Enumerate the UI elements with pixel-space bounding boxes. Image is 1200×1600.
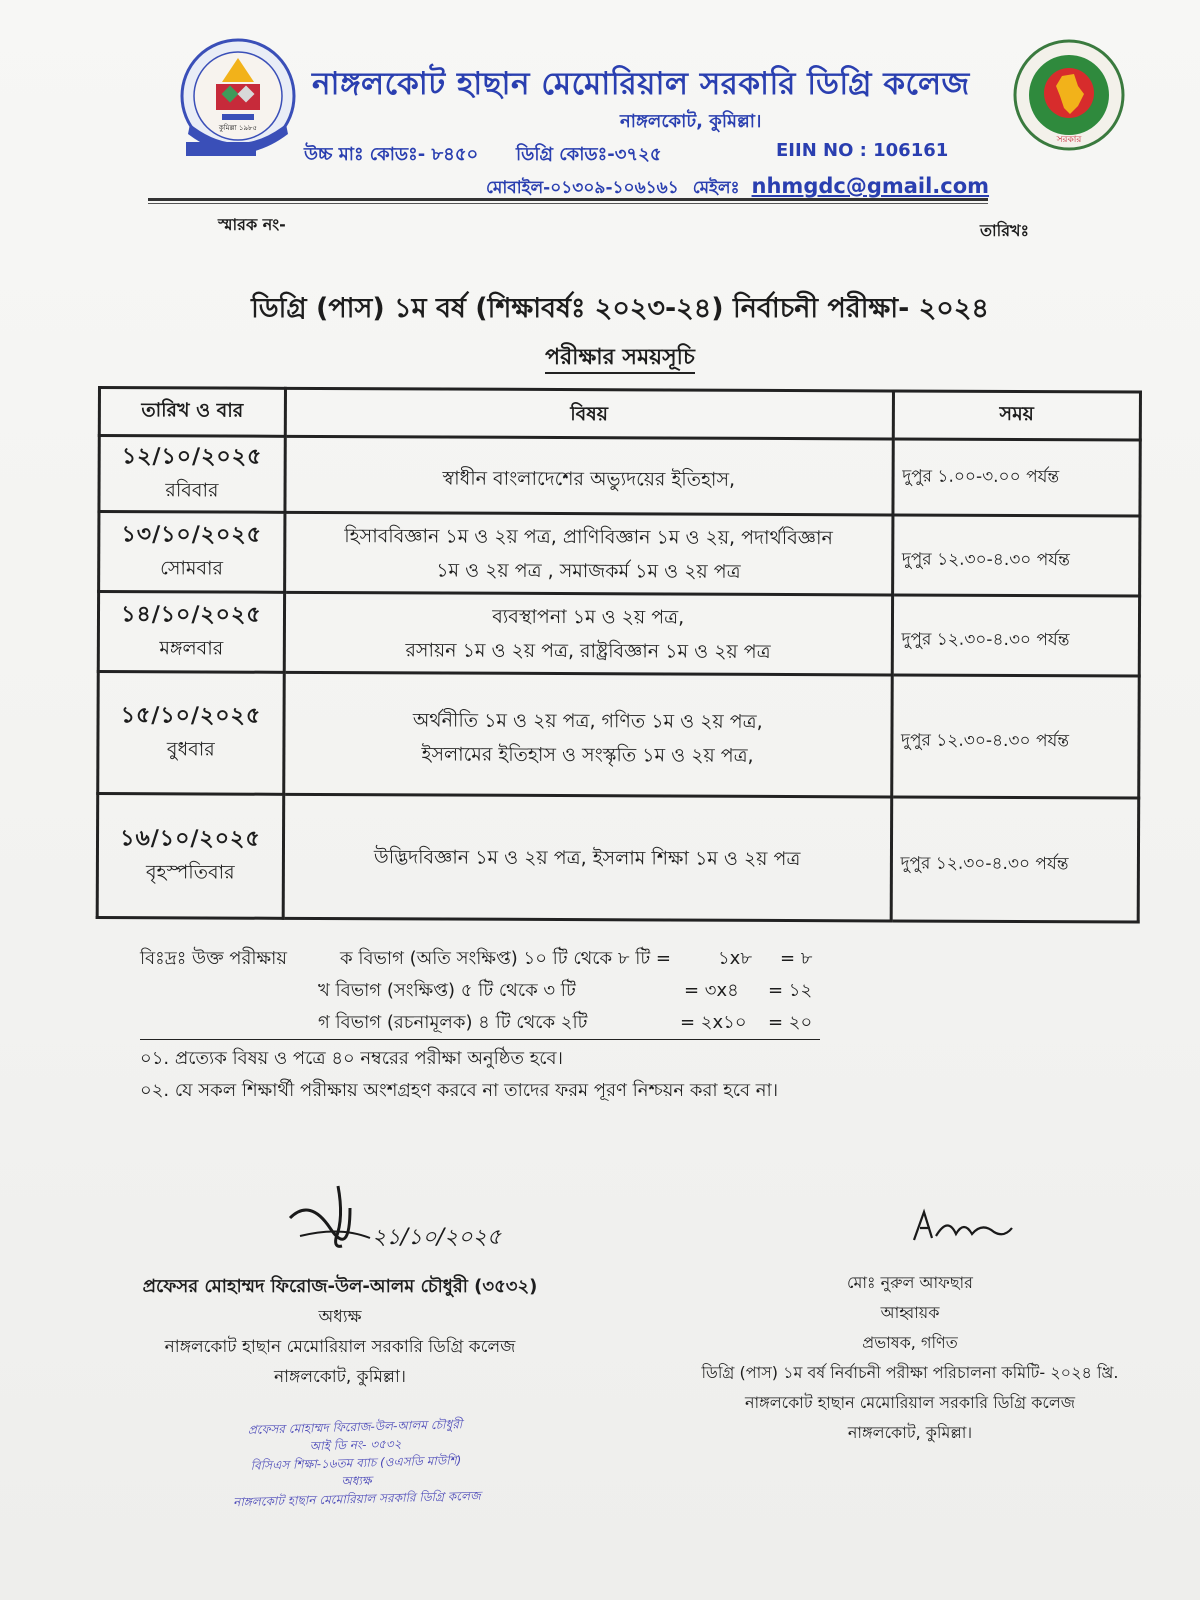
exam-date: ১৬/১০/২০২৫ [120,826,261,852]
note-calc: = ৩x৪ [684,980,739,1001]
subject-cell [284,592,892,675]
government-seal-icon [1012,38,1126,152]
email-address: nhmgdc@gmail.com [751,174,990,198]
principal-signature-date: ২১/১০/২০২৫ [372,1225,502,1250]
stamp-line: অধ্যক্ষ [341,1473,372,1489]
note-section: খ বিভাগ (সংক্ষিপ্ত) ৫ টি থেকে ৩ টি [318,980,576,1001]
college-name: নাঙ্গলকোট হাছান মেমোরিয়াল সরকারি ডিগ্রি কলেজ [312,66,970,102]
date-label: তারিখঃ [980,221,1030,240]
exam-day: মঙ্গলবার [159,637,224,660]
schedule-table [96,386,1142,924]
subject-line: ১ম ও ২য় পত্র , সমাজকর্ম ১ম ও ২য় পত্র [436,558,741,583]
date-cell [99,436,285,513]
subject-line: অর্থনীতি ১ম ও ২য় পত্র, গণিত ১ম ও ২য় পত্র, [412,708,763,733]
subject-cell [284,672,892,797]
exam-date: ১৩/১০/২০২৫ [121,522,263,548]
note-calc: = ২x১০ [680,1012,747,1033]
time-cell: দুপুর ১২.৩০-৪.৩০ পর্যন্ত [891,797,1139,922]
header-time: সময় [893,391,1141,440]
table-row [98,592,1139,677]
convener-college: নাঙ্গলকোট হাছান মেমোরিয়াল সরকারি ডিগ্রি কলেজ [744,1393,1076,1412]
note-calc: ১x৮ [718,948,753,969]
stamp-line: বিসিএস শিক্ষা-১৬তম ব্যাচ (ওএসডি মাউশি) [250,1453,462,1473]
exam-day: সোমবার [160,557,224,580]
principal-block [110,1272,570,1392]
instruction-line: ০২. যে সকল শিক্ষার্থী পরীক্ষায় অংশগ্রহণ করবে না তাদের ফরম পূরণ নিশ্চয়ন করা হবে না। [140,1080,779,1101]
subject-line: রসায়ন ১ম ও ২য় পত্র, রাষ্ট্রবিজ্ঞান ১ম ও ২য় পত্র [405,638,771,663]
convener-committee: ডিগ্রি (পাস) ১ম বর্ষ নির্বাচনী পরীক্ষা পরিচালনা কমিটি- ২০২৪ খ্রি. [701,1363,1119,1382]
stamp-line: আই ডি নং- ৩৫৩২ [309,1436,402,1454]
convener-designation: প্রভাষক, গণিত [862,1333,958,1352]
exam-subtitle [0,340,1200,377]
date-cell [98,672,284,795]
exam-day: বৃহস্পতিবার [145,861,235,884]
table-row [97,794,1139,923]
subject-line: ব্যবস্থাপনা ১ম ও ২য় পত্র, [492,605,685,629]
table-header-row [99,388,1140,441]
subject-cell [284,512,892,595]
header-date: তারিখ ও বার [99,388,285,437]
principal-name: প্রফেসর মোহাম্মদ ফিরোজ-উল-আলম চৌধুরী (৩৫৩২) [142,1276,538,1297]
degree-code: ডিগ্রি কোডঃ-৩৭২৫ [516,144,662,165]
convener-name: মোঃ নুরুল আফছার [847,1273,973,1292]
time-cell: দুপুর ১২.৩০-৪.৩০ পর্যন্ত [891,675,1139,798]
codes-row [304,140,1004,166]
principal-stamp [205,1414,507,1512]
college-place: নাঙ্গলকোট, কুমিল্লা। [620,111,762,132]
marks-distribution [140,944,1040,1040]
table-row [99,436,1140,517]
time-cell: দুপুর ১২.৩০-৪.৩০ পর্যন্ত [892,595,1140,676]
exam-title: ডিগ্রি (পাস) ১ম বর্ষ (শিক্ষাবর্ষঃ ২০২৩-২৪) নির্বাচনী পরীক্ষা- ২০২৪ [251,293,989,324]
header-rule [148,198,988,201]
note-section: গ বিভাগ (রচনামূলক) ৪ টি থেকে ২টি [318,1012,588,1033]
principal-college: নাঙ্গলকোট হাছান মেমোরিয়াল সরকারি ডিগ্রি কলেজ [164,1337,516,1357]
mail-label: মেইলঃ [692,178,740,198]
principal-place: নাঙ্গলকোট, কুমিল্লা। [273,1367,407,1387]
note-line [140,976,1040,1008]
subject-cell [283,794,891,921]
time-cell: দুপুর ১.০০-৩.০০ পর্যন্ত [893,439,1141,516]
time-cell: দুপুর ১২.৩০-৪.৩০ পর্যন্ত [892,515,1140,596]
table-row [98,672,1140,799]
date-cell [98,592,284,673]
date-cell [99,512,285,593]
header-rule-thin [148,203,988,204]
exam-date: ১২/১০/২০২৫ [121,444,263,470]
seal-caption: সরকার [1056,135,1082,145]
principal-signature-icon [280,1178,520,1258]
logo-left-caption: কুমিল্লা ১৯৮৫ [218,124,258,132]
mobile-number: মোবাইল-০১৩০৯-১০৬১৬১ [486,178,679,198]
exam-day: রবিবার [165,479,219,502]
note-result: = ৮ [780,948,813,969]
note-line [140,944,1040,976]
exam-date: ১৪/১০/২০২৫ [121,602,262,628]
note-line [140,1008,820,1040]
stamp-line: প্রফেসর মোহাম্মদ ফিরোজ-উল-আলম চৌধুরী [247,1417,463,1437]
note-section: ক বিভাগ (অতি সংক্ষিপ্ত) ১০ টি থেকে ৮ টি = [340,948,671,969]
header-subject: বিষয় [285,388,893,439]
hsc-code: উচ্চ মাঃ কোডঃ- ৮৪৫০ [304,144,479,165]
convener-role: আহ্বায়ক [880,1303,940,1322]
subject-line: স্বাধীন বাংলাদেশের অভ্যুদয়ের ইতিহাস, [442,467,736,491]
exam-date: ১৫/১০/২০২৫ [120,703,262,729]
convener-signature-icon [908,1206,1018,1246]
memo-label: স্মারক নং- [218,215,286,234]
subject-cell [285,436,893,515]
note-result: = ২০ [768,1012,813,1033]
date-cell [97,794,283,919]
table-row [99,512,1140,597]
exam-subtitle-text: পরীক্ষার সময়সূচি [545,345,695,374]
convener-place: নাঙ্গলকোট, কুমিল্লা। [847,1423,973,1442]
instruction-line: ০১. প্রত্যেক বিষয় ও পত্রে ৪০ নম্বরের পরীক্ষা অনুষ্ঠিত হবে। [140,1048,563,1069]
subject-line: ইসলামের ইতিহাস ও সংস্কৃতি ১ম ও ২য় পত্র, [421,742,754,767]
subject-line: উদ্ভিদবিজ্ঞান ১ম ও ২য় পত্র, ইসলাম শিক্ষা ১ম ও ২য় পত্র [373,845,801,870]
convener-block [700,1268,1120,1448]
note-result: = ১২ [768,980,813,1001]
eiin-number: EIIN NO : 106161 [776,140,949,161]
subject-line: হিসাববিজ্ঞান ১ম ও ২য় পত্র, প্রাণিবিজ্ঞান ১ম ও ২য়, পদার্থবিজ্ঞান [344,524,833,549]
exam-day: বুধবার [166,738,215,761]
note-prefix: বিঃদ্রঃ উক্ত পরীক্ষায় [140,948,287,969]
stamp-line: নাঙ্গলকোট হাছান মেমোরিয়াল সরকারি ডিগ্রি কলেজ [233,1488,481,1510]
principal-designation: অধ্যক্ষ [318,1307,362,1327]
college-logo-icon [176,38,304,162]
